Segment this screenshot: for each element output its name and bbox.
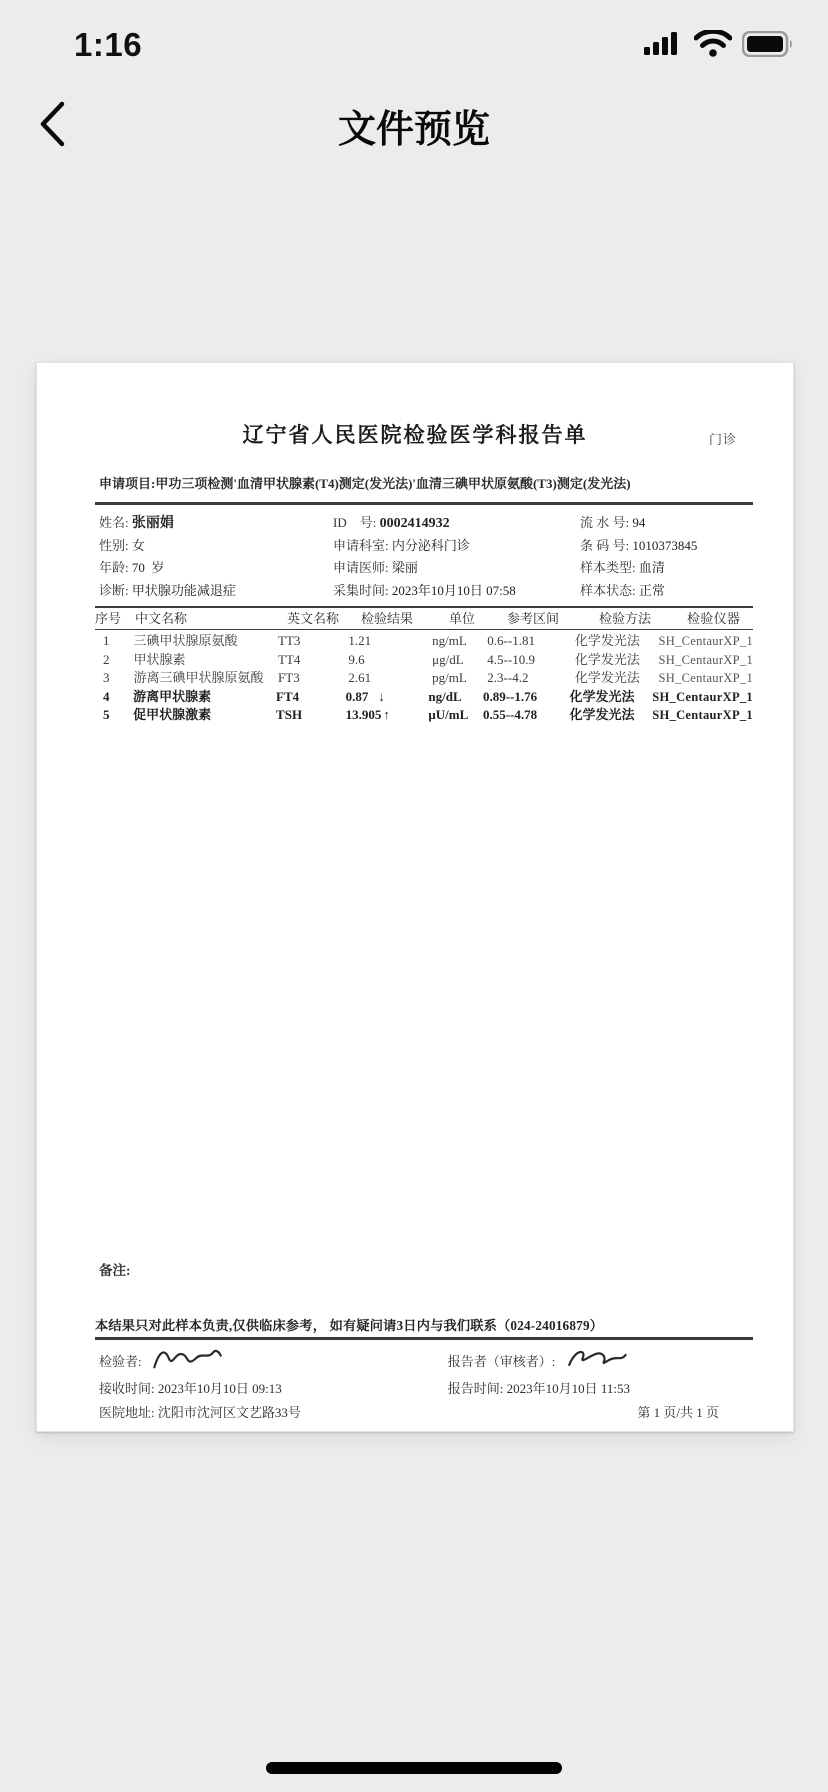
cell-unit: μU/mL — [428, 706, 469, 722]
serial-value: 94 — [632, 514, 646, 530]
reporter-signature — [562, 1343, 630, 1380]
info-row — [99, 535, 749, 557]
home-indicator[interactable] — [266, 1762, 562, 1774]
col-result: 检验结果 — [361, 610, 414, 626]
patient-info — [99, 512, 749, 603]
times-row — [99, 1376, 733, 1400]
sample-status-label: 样本状态: — [580, 582, 639, 598]
cell-seq: 1 — [103, 633, 110, 649]
divider — [95, 629, 753, 631]
cell-instrument: SH_CentaurXP_1 — [658, 634, 753, 649]
address-value: 沈阳市沈河区文艺路33号 — [157, 1405, 301, 1421]
report-title: 辽宁省人民医院检验医学科报告单 — [242, 423, 588, 447]
doctor-label: 申请医师: — [333, 560, 392, 576]
blank-space — [37, 724, 793, 1259]
cell-seq: 2 — [103, 651, 110, 667]
examiner-signature — [149, 1342, 225, 1379]
visit-type-label: 门诊 — [708, 432, 737, 447]
name-value: 张丽娟 — [131, 515, 174, 531]
status-time: 1:16 — [74, 26, 143, 63]
cell-instrument: SH_CentaurXP_1 — [652, 707, 753, 722]
sex-value: 女 — [131, 537, 145, 553]
divider — [95, 1337, 753, 1340]
info-row — [99, 512, 749, 535]
cell-cn-name: 甲状腺素 — [133, 651, 186, 667]
apply-item-line: 申请项目:甲功三项检测'血清甲状腺素(T4)测定(发光法)'血清三碘甲状原氨酸(T3)测定(发光法) — [99, 476, 631, 491]
cell-result: 1.21 — [348, 633, 372, 649]
cell-range: 4.5--10.9 — [487, 651, 535, 667]
cell-range: 0.89--1.76 — [482, 688, 538, 704]
cell-unit: μg/dL — [432, 651, 464, 667]
nav-bar — [0, 92, 828, 156]
remark-label: 备注: — [99, 1263, 131, 1279]
id-label: ID 号: — [333, 514, 380, 530]
doctor-value: 梁丽 — [391, 560, 418, 576]
cell-instrument: SH_CentaurXP_1 — [652, 689, 753, 704]
cell-result: 9.6 — [348, 651, 365, 667]
dept-label: 申请科室: — [333, 537, 392, 553]
cell-method: 化学发光法 — [574, 651, 640, 667]
reporter-label: 报告者（审核者）: — [447, 1354, 556, 1370]
table-row — [95, 632, 753, 650]
col-method: 检验方法 — [599, 610, 652, 626]
table-row — [95, 651, 753, 669]
cell-unit: ng/dL — [428, 688, 462, 704]
cell-result: 0.87 — [345, 688, 369, 704]
cell-instrument: SH_CentaurXP_1 — [658, 671, 753, 686]
col-en-name: 英文名称 — [287, 610, 340, 626]
cell-seq: 3 — [103, 670, 110, 686]
table-header — [95, 608, 753, 629]
table-row-abnormal-low — [95, 688, 753, 706]
col-range: 参考区间 — [507, 610, 560, 626]
sex-label: 性别: — [99, 537, 132, 553]
cell-seq: 4 — [103, 688, 110, 704]
cell-en-name: TT4 — [278, 651, 301, 667]
cell-cn-name: 游离三碘甲状腺原氨酸 — [133, 670, 264, 686]
page-title: 文件预览 — [337, 109, 490, 151]
cell-cn-name: 促甲状腺激素 — [133, 706, 212, 722]
cell-instrument: SH_CentaurXP_1 — [658, 652, 753, 667]
col-instrument: 检验仪器 — [687, 610, 741, 626]
cell-en-name: TT3 — [278, 633, 301, 649]
cell-en-name: FT4 — [276, 688, 300, 704]
cell-result: 2.61 — [348, 670, 372, 686]
age-label: 年龄: — [99, 560, 132, 576]
collect-time-label: 采集时间: — [333, 582, 392, 598]
cell-cn-name: 游离甲状腺素 — [133, 688, 212, 704]
sample-type-value: 血清 — [638, 560, 665, 576]
cellular-signal-icon — [644, 31, 684, 62]
results-table — [95, 606, 753, 724]
col-cn-name: 中文名称 — [135, 610, 188, 626]
high-arrow-icon: ↑ — [383, 706, 390, 722]
cell-method: 化学发光法 — [569, 688, 635, 704]
cell-range: 2.3--4.2 — [487, 670, 529, 686]
col-unit: 单位 — [449, 610, 476, 626]
signers-row — [99, 1346, 733, 1376]
page-number: 第 1 页/共 1 页 — [637, 1405, 719, 1421]
address-label: 医院地址: — [99, 1405, 155, 1421]
sample-type-label: 样本类型: — [580, 560, 639, 576]
cell-method: 化学发光法 — [569, 706, 635, 722]
report-time-value: 2023年10月10日 11:53 — [506, 1381, 630, 1397]
cell-range: 0.6--1.81 — [487, 633, 535, 649]
cell-cn-name: 三碘甲状腺原氨酸 — [133, 633, 238, 649]
collect-time-value: 2023年10月10日 07:58 — [391, 582, 516, 598]
examiner-label: 检验者: — [99, 1354, 142, 1370]
cell-en-name: FT3 — [278, 670, 300, 686]
report-time-label: 报告时间: — [447, 1381, 504, 1397]
age-value: 70 岁 — [131, 560, 165, 576]
cell-en-name: TSH — [276, 706, 303, 722]
diagnosis-label: 诊断: — [99, 582, 132, 598]
barcode-label: 条 码 号: — [580, 537, 633, 553]
name-label: 姓名: — [99, 514, 132, 530]
cell-unit: pg/mL — [432, 670, 467, 686]
cell-unit: ng/mL — [432, 633, 467, 649]
sample-status-value: 正常 — [638, 582, 665, 598]
cell-method: 化学发光法 — [574, 633, 640, 649]
info-row — [99, 580, 749, 602]
disclaimer-text: 本结果只对此样本负责,仅供临床参考， 如有疑问请3日内与我们联系（024-24016879） — [95, 1318, 604, 1334]
table-row-abnormal-high — [95, 706, 753, 724]
status-bar — [0, 22, 828, 70]
wifi-icon — [694, 30, 732, 62]
battery-icon — [742, 31, 794, 62]
cell-seq: 5 — [103, 706, 110, 722]
cell-result: 13.905 — [345, 706, 382, 722]
file-preview-area[interactable] — [0, 170, 828, 1730]
receive-time-value: 2023年10月10日 09:13 — [157, 1381, 282, 1397]
id-value: 0002414932 — [379, 515, 450, 531]
dept-value: 内分泌科门诊 — [391, 537, 470, 553]
receive-time-label: 接收时间: — [99, 1381, 155, 1397]
info-row — [99, 557, 749, 579]
divider — [95, 502, 753, 505]
cell-method: 化学发光法 — [574, 670, 640, 686]
lab-report-page — [36, 362, 794, 1432]
address-row — [99, 1400, 733, 1424]
col-seq: 序号 — [95, 610, 122, 626]
diagnosis-value: 甲状腺功能减退症 — [131, 582, 236, 598]
table-row — [95, 669, 753, 687]
serial-label: 流 水 号: — [580, 514, 633, 530]
low-arrow-icon: ↓ — [378, 688, 385, 704]
cell-range: 0.55--4.78 — [482, 706, 538, 722]
barcode-value: 1010373845 — [632, 537, 698, 553]
